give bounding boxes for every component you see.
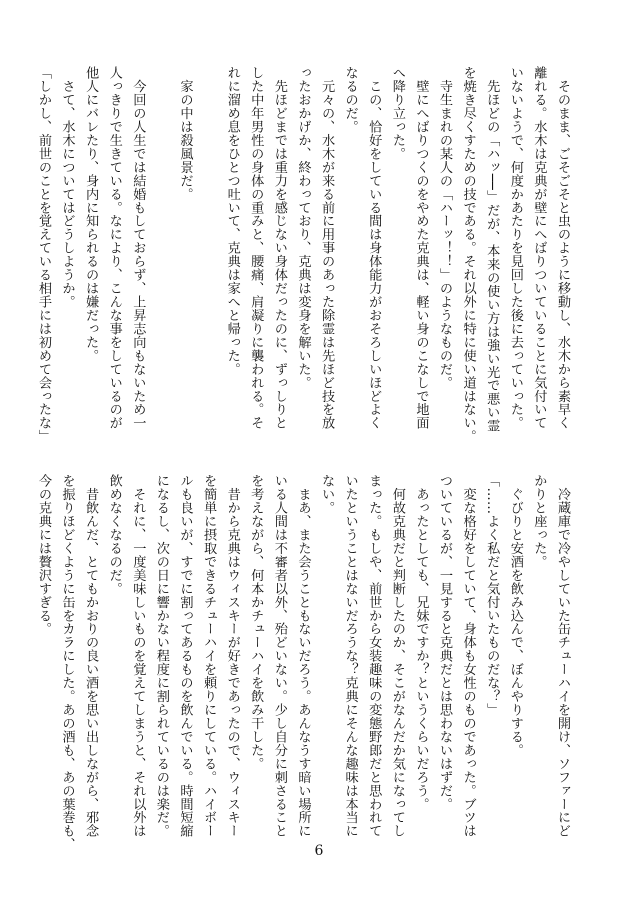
- page-number: 6: [314, 843, 324, 859]
- text-line: 先ほどまでは重力を感じない身体だったのに、ずっしりと: [271, 66, 287, 430]
- text-line: 家の中は殺風景だ。: [177, 66, 193, 201]
- text-line: 離れる。水木は克典が壁にへばりついていることに気付いて: [531, 66, 547, 430]
- text-line: れに溜め息をひとつ吐いて、克典は家へと帰った。: [224, 66, 240, 376]
- text-line: になるし、次の日に響かない程度に割られているのは楽だ。: [153, 474, 169, 838]
- text-line: いないようで、何度かあたりを見回した後に去っていった。: [507, 66, 523, 430]
- text-line: した中年男性の身体の重みと、腰痛、肩凝りに襲われる。そ: [248, 66, 264, 430]
- text-line: 壁にへばりつくのをやめた克典は、軽い身のこなしで地面: [413, 66, 429, 430]
- text-line: かりと座った。: [531, 474, 547, 569]
- text-line: ったおかげか、終わっており、克典は変身を解いた。: [295, 66, 311, 390]
- text-line: [197, 66, 221, 426]
- text-line: 昔飲んだ、とてもかおりの良い酒を思い出しながら、邪念: [83, 474, 99, 838]
- text-line: 昔から克典はウィスキーが好きであったので、ウィスキー: [224, 474, 240, 838]
- text-line: なるのだ。: [342, 66, 358, 134]
- text-line: 元々の、水木が来る前に用事のあった除霊は先ほど技を放: [319, 66, 335, 430]
- text-line: まった。もしや、前世から女装趣味の変態野郎だと思われて: [366, 474, 382, 838]
- text-line: いる人間は不審者以外、殆どいない。少し自分に刺さること: [271, 474, 287, 838]
- text-line: まあ、また会うこともないだろう。あんなうす暗い場所に: [295, 474, 311, 838]
- text-line: さて、水木についてはどうしようか。: [59, 66, 75, 309]
- text-line: ついているが、一見すると克典だとは思わないはずだ。: [437, 474, 453, 811]
- text-line: それに、一度美味しいものを覚えてしまうと、それ以外は: [130, 474, 146, 838]
- text-line: を考えながら、何本かチューハイを飲み干した。: [248, 474, 264, 771]
- text-line: を焼き尽くすための技である。それ以外に特に使い道はない。: [460, 66, 476, 443]
- text-line: 人っきりで生きている。なにより、こんな事をしているのが: [106, 66, 122, 430]
- text-line: へ降り立った。: [389, 66, 405, 161]
- text-line: 飲めなくなるのだ。: [106, 474, 122, 596]
- text-line: 今の克典には贅沢すぎる。: [35, 474, 51, 636]
- text-line: 変な格好をしていて、身体も女性のものであった。ブツは: [460, 474, 476, 838]
- text-line: ない。: [319, 474, 335, 515]
- text-line: 「しかし、前世のことを覚えている相手には初めて会ったな」: [35, 66, 51, 443]
- text-line: 先ほどの「ハッ──」だが、本来の使い方は強い光で悪い霊: [484, 66, 500, 433]
- text-line: [149, 66, 173, 426]
- text-line: 「……よく私だと気付いたものだな？」: [484, 474, 500, 717]
- text-line: 何故克典だと判断したのか、そこがなんだか気になってし: [389, 474, 405, 838]
- text-line: を簡単に摂取できるチューハイを頼りにしている。ハイボー: [201, 474, 217, 838]
- bottom-text-block: [35, 474, 574, 851]
- text-line: 他人にバレたり、身内に知られるのは嫌だった。: [83, 66, 99, 363]
- top-text-block: [35, 66, 574, 443]
- text-line: ぐびりと安酒を飲み込んで、ぼんやりする。: [507, 474, 523, 757]
- text-line: 寺生まれの某人の「ハーッ！！」のようなものだ。: [437, 66, 453, 390]
- text-line: この、恰好をしている間は身体能力がおそろしいほどよく: [366, 66, 382, 430]
- text-line: そのまま、ごそごそと虫のように移動し、水木から素早く: [555, 66, 570, 430]
- text-line: いたということはないだろうな？克典にそんな趣味は本当に: [342, 474, 358, 838]
- text-line: 冷蔵庫で冷やしていた缶チューハイを開け、ソファーにど: [555, 474, 570, 838]
- text-line: 今回の人生では結婚もしておらず、上昇志向もないため一: [130, 66, 146, 430]
- text-line: ルも良いが、すでに割ってあるものを飲んでいる。時間短縮: [177, 474, 193, 838]
- text-line: を振りほどくように缶をカラにした。あの酒も、あの葉巻も、: [59, 474, 75, 851]
- text-line: あったとしても、兄妹ですか？というくらいだろう。: [413, 474, 429, 811]
